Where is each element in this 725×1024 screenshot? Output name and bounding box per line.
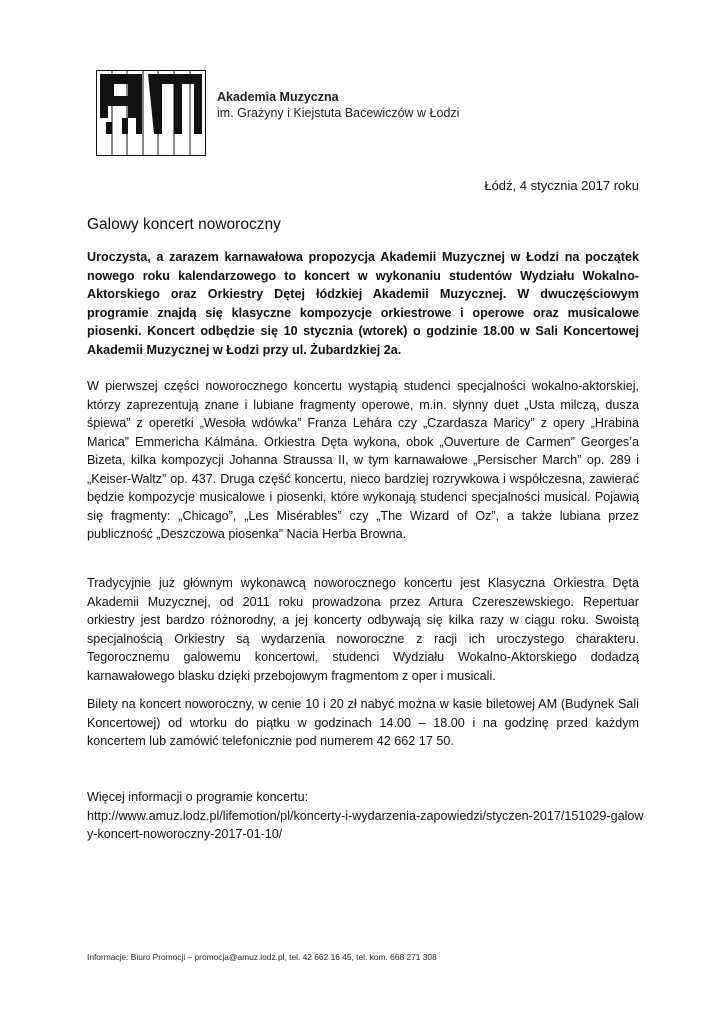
footer-contact: Informacje: Biuro Promocji – promocja@amuz.lodz.pl, tel. 42 662 16 45, tel. kom. 668 271 308 xyxy=(87,952,437,962)
institution-name: Akademia Muzyczna xyxy=(217,90,339,104)
document-date: Łódź, 4 stycznia 2017 roku xyxy=(484,178,639,193)
more-info xyxy=(87,788,647,844)
more-info-label: Więcej informacji o programie koncertu: xyxy=(87,790,309,804)
orchestra-paragraph: Tradycyjnie już głównym wykonawcą noworocznego koncertu jest Klasyczna Orkiestra Dęta Akademii Muzycznej, od 2011 roku prowadzona przez Artura Czereszewskiego. Repertuar orkiestry jest bardzo różnorodny, a jej koncerty odbywają się kilka razy w ciągu roku. Swoistą specjalnością Orkiestry są wydarzenia noworoczne z racji ich uroczystego charakteru. Tegorocznemu galowemu koncertowi, studenci Wydziału Wokalno-Aktorskiego dodadzą karnawałowego blasku dzięki przebojowym fragmentom z oper i musicali. xyxy=(87,576,639,683)
piano-keys-am-logo-icon xyxy=(96,70,206,156)
institution-subtitle: im. Grażyny i Kiejstuta Bacewiczów w Łodzi xyxy=(217,106,460,120)
tickets-paragraph: Bilety na koncert noworoczny, w cenie 10 i 20 zł nabyć można w kasie biletowej AM (Budynek Sali Koncertowej) od wtorku do piątku w godzinach 14.00 – 18.00 i na godzinę przed każdym koncertem lub zamówić telefonicznie pod numerem 42 662 17 50. xyxy=(87,697,639,748)
institution-block xyxy=(217,89,459,121)
program-paragraph: W pierwszej części noworocznego koncertu wystąpią studenci specjalności wokalno-aktorskiej, którzy zaprezentują znane i lubiane fragmenty operowe, m.in. słynny duet „Usta milczą, dusza śpiewa” z operetki „Wesoła wdówka” Franza Lehára czy „Czardasza Maricy” z opery „Hrabina Marica” Emmericha Kálmána. Orkiestra Dęta wykona, obok „Ouverture de Carmen” Georges’a Bizeta, kilka kompozycji Johanna Straussa II, w tym karnawałowe „Persischer March” op. 289 i „Keiser-Waltz” op. 437. Druga część koncertu, nieco bardziej rozrywkowa i współczesna, zawierać będzie kompozycje musicalowe i piosenki, które wykonają studenci specjalności musical. Pojawią się fragmenty: „Chicago”, „Les Misérables” czy „The Wizard of Oz”, a także lubiana przez publiczność „Deszczowa piosenka” Nacia Herba Browna. xyxy=(87,379,639,541)
lead-paragraph: Uroczysta, a zarazem karnawałowa propozycja Akademii Muzycznej w Łodzi na początek nowego roku kalendarzowego to koncert w wykonaniu studentów Wydziału Wokalno-Aktorskiego oraz Orkiestry Dętej łódzkiej Akademii Muzycznej. W dwuczęściowym programie znajdą się klasyczne kompozycje orkiestrowe i operowe oraz musicalowe piosenki. Koncert odbędzie się 10 stycznia (wtorek) o godzinie 18.00 w Sali Koncertowej Akademii Muzycznej w Łodzi przy ul. Żubardzkiej 2a. xyxy=(87,250,639,357)
page-title: Galowy koncert noworoczny xyxy=(87,216,281,233)
more-info-link[interactable]: http://www.amuz.lodz.pl/lifemotion/pl/koncerty-i-wydarzenia-zapowiedzi/styczen-2017/151029-galowy-koncert-noworoczny-2017-01-10/ xyxy=(87,808,644,841)
